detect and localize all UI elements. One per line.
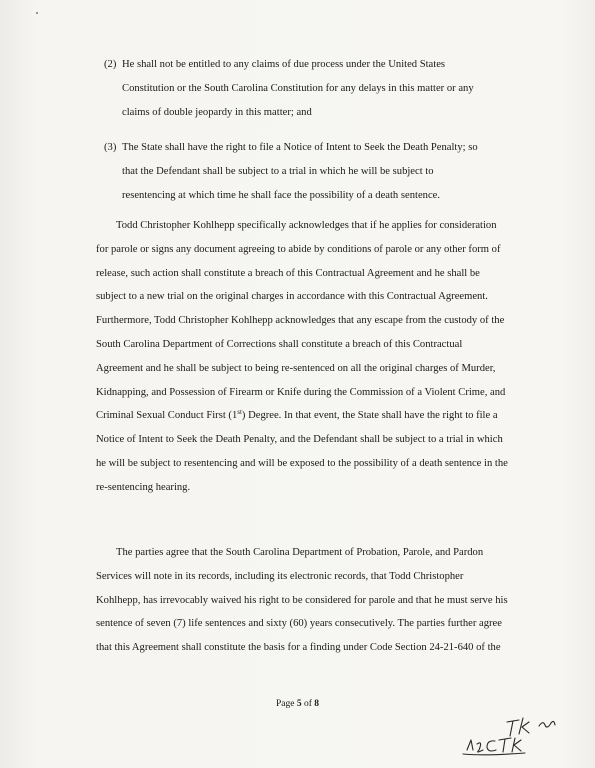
text-line: The parties agree that the South Carolina Department of Probation, Parole, and Pardon	[116, 547, 484, 558]
text-line: South Carolina Department of Corrections shall constitute a breach of this Contractual	[96, 338, 463, 350]
handwritten-initials	[455, 710, 575, 760]
list-item-2	[104, 53, 524, 124]
text-fragment: ) Degree. In that event, the State shall have the right to file a	[241, 410, 498, 422]
text-line: Constitution or the South Carolina Constitution for any delays in this matter or any	[122, 82, 474, 94]
superscript: st	[237, 408, 242, 417]
text-line: Todd Christopher Kohlhepp specifically acknowledges that if he applies for consideration	[116, 220, 497, 231]
text-line: resentencing at which time he shall face the possibility of a death sentence.	[122, 189, 440, 201]
list-item-number: (2)	[104, 59, 117, 70]
text-line: Notice of Intent to Seek the Death Penalty, and the Defendant shall be subject to a trial in which	[96, 434, 503, 446]
page-number-prefix: Page	[275, 699, 297, 709]
list-item-number: (3)	[104, 142, 117, 153]
page-number-middle: of	[301, 699, 315, 709]
text-line: re-sentencing hearing.	[96, 481, 191, 493]
text-line: that this Agreement shall constitute the basis for a finding under Code Section 24-21-640 of the	[96, 642, 501, 654]
scan-speck	[36, 12, 38, 14]
page-number-current: 5	[296, 699, 302, 709]
text-line: Kidnapping, and Possession of Firearm or Knife during the Commission of a Violent Crime, and	[96, 386, 506, 398]
paragraph-parties-agree	[96, 541, 524, 660]
text-line: Furthermore, Todd Christopher Kohlhepp acknowledges that any escape from the custody of the	[96, 315, 505, 327]
text-line: that the Defendant shall be subject to a trial in which he will be subject to	[122, 165, 434, 177]
text-line: Services will note in its records, including its electronic records, that Todd Christopher	[96, 570, 464, 582]
text-line: Agreement and he shall be subject to being re-sentenced on all the original charges of Murder,	[96, 362, 496, 374]
paragraph-kohlhepp-acknowledgement	[96, 214, 524, 500]
text-line: release, such action shall constitute a breach of this Contractual Agreement and he shall be	[96, 267, 480, 279]
text-line: subject to a new trial on the original charges in accordance with this Contractual Agreement.	[96, 291, 488, 303]
text-line: claims of double jeopardy in this matter; and	[122, 106, 312, 118]
text-line: for parole or signs any document agreeing to abide by conditions of parole or any other form of	[96, 243, 501, 255]
text-line: Kohlhepp, has irrevocably waived his right to be considered for parole and that he must serve his	[96, 594, 508, 606]
text-line: sentence of seven (7) life sentences and sixty (60) years consecutively. The parties further agree	[96, 618, 502, 630]
text-line: he will be subject to resentencing and will be exposed to the possibility of a death sentence in the	[96, 457, 508, 469]
text-line: He shall not be entitled to any claims of due process under the United States	[122, 59, 446, 70]
page-number	[0, 699, 595, 709]
text-fragment: Criminal Sexual Conduct First (1	[96, 410, 238, 422]
page-number-total: 8	[314, 699, 319, 709]
list-item-3	[104, 136, 524, 207]
text-line-with-superscript	[96, 404, 524, 428]
text-line: The State shall have the right to file a Notice of Intent to Seek the Death Penalty; so	[122, 142, 478, 153]
